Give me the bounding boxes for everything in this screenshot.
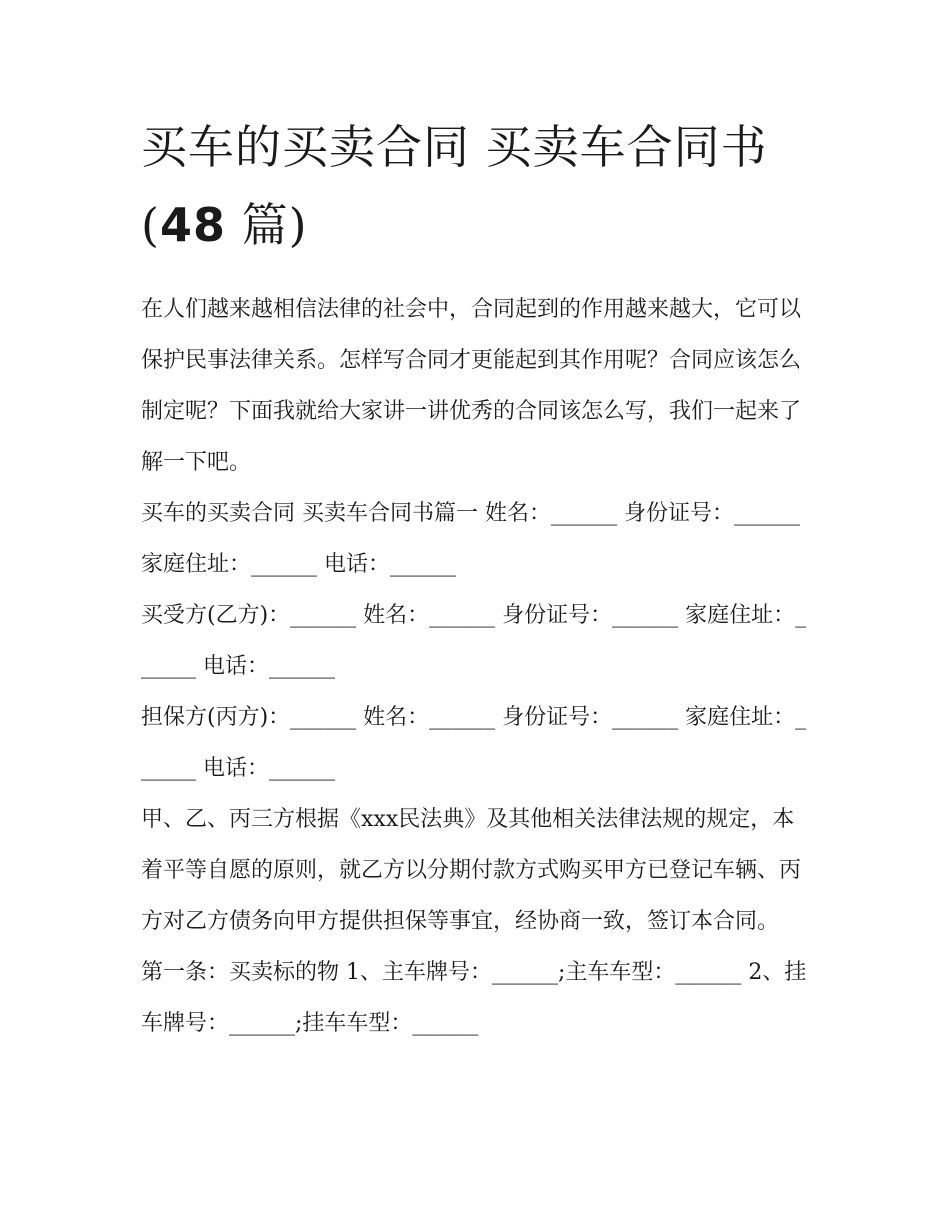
seller-info-paragraph: 买车的买卖合同 买卖车合同书篇一 姓名：______ 身份证号：______ 家庭住址：______ 电话：______ [141,501,800,577]
title-line-1: 买车的买卖合同 买卖车合同书 [141,120,768,174]
title-article-count: 48 [159,198,226,252]
article-one-paragraph: 第一条：买卖标的物 1、主车牌号：______;主车车型：______ 2、挂车牌号：______;挂车车型：______ [141,960,807,1036]
document-page [141,108,813,1049]
document-title [141,108,813,264]
buyer-info-paragraph: 买受方(乙方)：______ 姓名：______ 身份证号：______ 家庭住址：______ 电话：______ [141,603,807,679]
title-paren-open: ( [141,198,160,252]
title-paren-close: 篇) [225,198,308,252]
agreement-basis-paragraph: 甲、乙、丙三方根据《xxx民法典》及其他相关法律法规的规定，本着平等自愿的原则，就乙方以分期付款方式购买甲方已登记车辆、丙方对乙方债务向甲方提供担保等事宜，经协商一致，签订本合同。 [141,807,802,934]
guarantor-info-paragraph: 担保方(丙方)：______ 姓名：______ 身份证号：______ 家庭住址：______ 电话：______ [141,705,807,781]
intro-paragraph: 在人们越来越相信法律的社会中，合同起到的作用越来越大，它可以保护民事法律关系。怎样写合同才更能起到其作用呢？合同应该怎么制定呢？下面我就给大家讲一讲优秀的合同该怎么写，我们一起来了解一下吧。 [141,297,802,475]
